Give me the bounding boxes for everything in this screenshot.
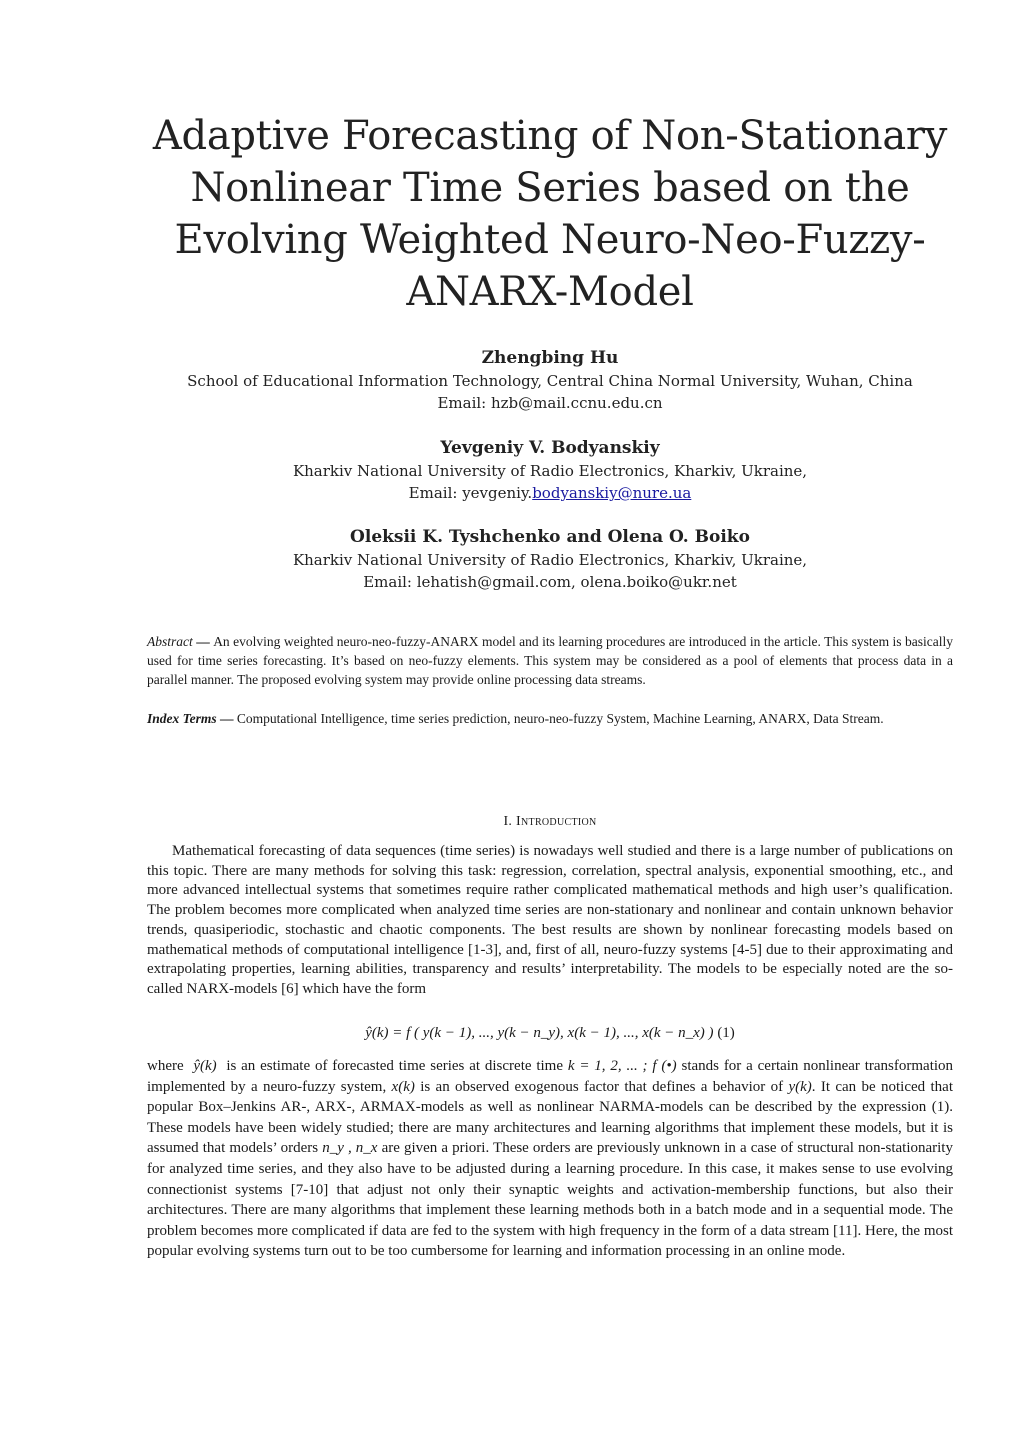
symbol-f: f (•) bbox=[652, 1058, 677, 1074]
paragraph-text: Mathematical forecasting of data sequences (time series) is nowadays well studied and there is a large number of publications on this topic. There are many methods for solving this task: regression, correlation, spectral analysis, exponential smoothing, etc., and more advanced intellectual systems that sometimes require rather complicated mathematical methods and high user’s qualification. The problem becomes more complicated when analyzed time series are non-stationary and nonlinear and contain unknown behavior trends, quasiperiodic, stochastic and chaotic components. The best results are shown by nonlinear forecasting models based on mathematical methods of computational intelligence [1-3], and, first of all, neuro-fuzzy systems [4-5] due to their approximating and extrapolating properties, learning abilities, transparency and results’ interpretability. The models to be especially noted are the so-called NARX-models [6] which have the form bbox=[147, 843, 953, 997]
paragraph-text bbox=[147, 1056, 953, 1262]
email-link[interactable]: bodyanskiy@nure.ua bbox=[532, 484, 692, 502]
author-name: Zhengbing Hu bbox=[481, 348, 619, 368]
text-run: are given a priori. These orders are previously unknown in a case of structural non-stationarity for analyzed time series, and they also have to be adjusted during a learning procedure. In this case, it makes sense to use evolving connectionist systems [7-10] that adjust not only their synaptic weights and activation-membership functions, but also their architectures. There are many algorithms that implement these learning methods both in a batch mode and in a sequential mode. The problem becomes more complicated if data are fed to the system with high frequency in the form of a data stream [11]. Here, the most popular evolving systems turn out to be too cumbersome for learning and information processing in an online mode. bbox=[147, 1140, 953, 1260]
text-run: is an observed exogenous factor that defines a behavior of bbox=[420, 1078, 784, 1095]
author-affiliation: Kharkiv National University of Radio Electronics, Kharkiv, Ukraine, bbox=[292, 551, 808, 569]
section-heading bbox=[147, 812, 953, 832]
intro-paragraph-2 bbox=[147, 1056, 953, 1262]
equation-number: (1) bbox=[717, 1025, 735, 1041]
author-email bbox=[120, 392, 980, 414]
symbol-x: x(k) bbox=[391, 1078, 415, 1095]
equation-text: ŷ(k) = f ( y(k − 1), ..., y(k − n_y), x(k − 1), ..., x(k − n_x) ) bbox=[365, 1025, 714, 1041]
author-block-1 bbox=[120, 346, 980, 414]
abstract-text: An evolving weighted neuro-neo-fuzzy-ANARX model and its learning procedures are introduced in the article. This system is basically used for time series forecasting. It’s based on neo-fuzzy elements. This system may be considered as a pool of elements that process data in a parallel manner. The proposed evolving system may provide online processing data streams. bbox=[147, 634, 953, 687]
email-text: Email: hzb@mail.ccnu.edu.cn bbox=[437, 394, 663, 412]
text-run: stands for a certain nonlinear transformation implemented by a neuro-fuzzy system, bbox=[147, 1058, 954, 1095]
symbol-k: k = 1, 2, ... ; bbox=[567, 1058, 648, 1074]
text-run: where bbox=[147, 1058, 184, 1074]
paper-title bbox=[120, 110, 980, 318]
equation-1 bbox=[147, 1022, 953, 1044]
section-number: I. bbox=[503, 814, 513, 829]
symbol-orders: n_y , n_x bbox=[322, 1140, 378, 1157]
title-line: Nonlinear Time Series based on the bbox=[190, 165, 910, 211]
title-line: ANARX-Model bbox=[406, 269, 694, 315]
author-block-2 bbox=[120, 436, 980, 504]
title-line: Adaptive Forecasting of Non-Stationary bbox=[152, 113, 948, 159]
title-line: Evolving Weighted Neuro-Neo-Fuzzy- bbox=[174, 217, 926, 263]
abstract-label: Abstract bbox=[147, 634, 193, 649]
section-title: Introduction bbox=[516, 814, 597, 829]
text-run: . It can be noticed that popular Box–Jenkins AR-, ARX-, ARMAX-models as well as nonlinear NARMA-models can be described by the expression (1). These models have been widely studied; there are many architectures and learning algorithms that implement these models, but it is assumed that models’ orders bbox=[147, 1078, 953, 1157]
author-email bbox=[120, 482, 980, 504]
author-block-3 bbox=[120, 525, 980, 593]
index-terms-dash: — bbox=[216, 711, 237, 726]
symbol-y: y(k) bbox=[788, 1078, 812, 1095]
email-text: Email: lehatish@gmail.com, olena.boiko@ukr.net bbox=[363, 573, 737, 591]
abstract bbox=[147, 632, 953, 689]
index-terms bbox=[147, 708, 953, 730]
index-terms-text: Computational Intelligence, time series prediction, neuro-neo-fuzzy System, Machine Learning, ANARX, Data Stream. bbox=[236, 711, 884, 726]
intro-paragraph-1 bbox=[147, 842, 953, 1000]
text-run: is an estimate of forecasted time series at discrete time bbox=[226, 1058, 564, 1074]
index-terms-label: Index Terms bbox=[147, 711, 217, 726]
author-email bbox=[120, 571, 980, 593]
email-text: Email: yevgeniy. bbox=[408, 484, 533, 502]
symbol-yhat: ŷ(k) bbox=[193, 1058, 217, 1074]
author-name: Yevgeniy V. Bodyanskiy bbox=[440, 438, 660, 458]
author-name: Oleksii K. Tyshchenko and Olena O. Boiko bbox=[350, 527, 750, 547]
author-affiliation: School of Educational Information Technology, Central China Normal University, Wuhan, China bbox=[187, 372, 913, 390]
author-affiliation: Kharkiv National University of Radio Electronics, Kharkiv, Ukraine, bbox=[292, 462, 808, 480]
abstract-dash: — bbox=[192, 634, 214, 649]
